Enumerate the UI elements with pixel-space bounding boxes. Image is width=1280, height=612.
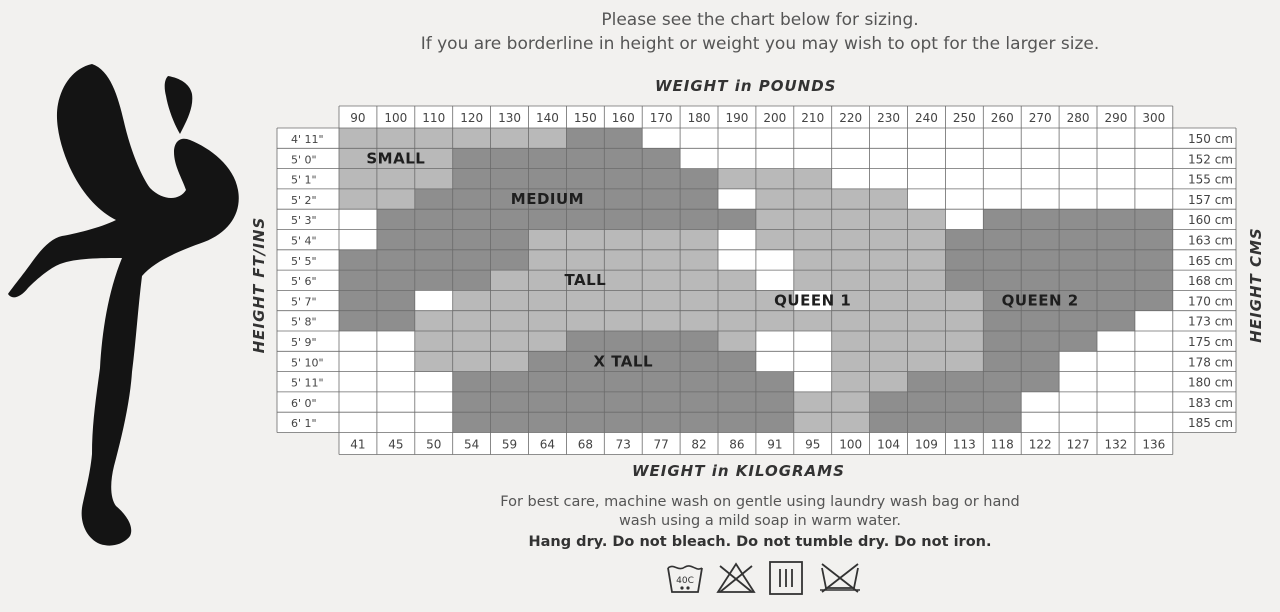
weight-lb-label: 220 <box>839 111 863 125</box>
height-ft-label: 5' 2" <box>291 193 317 207</box>
weight-kg-label: 122 <box>1028 437 1052 452</box>
care-line-2: wash using a mild soap in warm water. <box>618 513 902 529</box>
size-cell-tall <box>415 311 832 331</box>
weight-kg-label: 59 <box>501 437 518 452</box>
weight-kg-label: 91 <box>767 437 783 452</box>
height-cm-label: 170 cm <box>1187 294 1233 309</box>
size-cell-tall <box>453 290 794 310</box>
weight-kg-label: 64 <box>539 437 556 452</box>
height-cm-label: 150 cm <box>1187 132 1233 146</box>
weight-lb-label: 240 <box>914 111 938 125</box>
weight-lb-label: 180 <box>687 111 711 125</box>
weight-lb-label: 260 <box>990 111 1014 125</box>
height-cm-label: 152 cm <box>1187 152 1233 167</box>
size-label-queen2: QUEEN 2 <box>1001 291 1079 310</box>
weight-lb-label: 200 <box>763 111 787 125</box>
care-instructions <box>430 493 1090 552</box>
weight-lb-label: 230 <box>877 111 901 125</box>
height-ft-label: 5' 0" <box>291 153 317 167</box>
height-cm-label: 163 cm <box>1187 233 1233 248</box>
height-cm-label: 180 cm <box>1187 375 1233 390</box>
weight-kg-label: 50 <box>426 437 442 452</box>
weight-kg-label: 118 <box>990 437 1014 452</box>
weight-lb-label: 130 <box>498 111 522 125</box>
weight-kg-label: 82 <box>691 437 707 452</box>
weight-lb-label: 210 <box>801 111 825 125</box>
height-cm-label: 185 cm <box>1187 416 1233 431</box>
size-cell-x-tall <box>453 392 794 412</box>
care-icons <box>666 560 864 596</box>
weight-kg-label: 77 <box>653 437 669 452</box>
size-cell-tall <box>529 230 719 250</box>
size-cell-medium <box>339 250 529 270</box>
weight-lb-label: 110 <box>422 111 446 125</box>
height-cm-title: HEIGHT CMS <box>1247 227 1265 343</box>
wash-temp-label: 40C <box>676 576 694 586</box>
weight-pounds-title: WEIGHT in POUNDS <box>655 77 837 95</box>
weight-lb-label: 140 <box>535 111 559 125</box>
intro-line-2: If you are borderline in height or weight you may wish to opt for the larger size. <box>420 34 1100 54</box>
height-ft-label: 5' 11" <box>291 376 324 390</box>
weight-kg-label: 136 <box>1142 437 1166 452</box>
no-bleach-icon <box>716 560 756 596</box>
size-cell-x-tall <box>453 372 794 392</box>
height-ft-label: 5' 5" <box>291 254 317 268</box>
weight-lb-label: 270 <box>1028 111 1052 125</box>
height-cm-label: 155 cm <box>1187 172 1233 187</box>
hang-dry-icon <box>768 560 804 596</box>
size-cell-medium <box>453 169 718 189</box>
weight-lb-label: 250 <box>952 111 976 125</box>
height-ft-label: 5' 7" <box>291 295 317 309</box>
height-cm-label: 168 cm <box>1187 274 1233 289</box>
height-ft-label: 4' 11" <box>291 133 324 146</box>
size-label-queen1: QUEEN 1 <box>774 291 852 310</box>
height-cm-label: 157 cm <box>1187 192 1233 207</box>
weight-kg-label: 45 <box>388 437 404 452</box>
size-cell-queen-1 <box>756 209 946 229</box>
weight-kg-label: 132 <box>1104 437 1128 452</box>
intro-line-1: Please see the chart below for sizing. <box>601 10 919 30</box>
weight-lb-label: 290 <box>1104 111 1128 125</box>
height-ft-label: 5' 9" <box>291 336 317 349</box>
height-ft-label: 5' 4" <box>291 234 317 248</box>
weight-kilograms-title: WEIGHT in KILOGRAMS <box>632 462 845 480</box>
height-ft-label: 5' 3" <box>291 214 317 228</box>
weight-kg-label: 109 <box>914 437 938 452</box>
size-cell-small <box>339 169 453 189</box>
height-ft-label: 5' 1" <box>291 173 317 187</box>
height-ft-title: HEIGHT FT/INS <box>250 216 268 354</box>
height-cm-label: 160 cm <box>1187 213 1233 228</box>
weight-lb-label: 100 <box>384 111 408 125</box>
size-cell-queen-2 <box>983 331 1097 351</box>
weight-lb-label: 300 <box>1142 111 1166 125</box>
size-label-small: SMALL <box>366 149 426 168</box>
weight-kg-label: 86 <box>729 437 745 452</box>
weight-kg-label: 54 <box>464 437 480 452</box>
height-ft-label: 5' 10" <box>291 356 324 370</box>
weight-kg-label: 41 <box>350 437 366 452</box>
weight-lb-label: 150 <box>573 111 597 125</box>
size-label-xtall: X TALL <box>593 352 654 371</box>
weight-kg-label: 113 <box>952 437 976 452</box>
no-tumble-dry-icon <box>816 560 864 596</box>
size-label-tall: TALL <box>564 271 607 290</box>
weight-kg-label: 104 <box>877 437 901 452</box>
size-cell-x-tall <box>453 412 794 432</box>
weight-kg-label: 73 <box>615 437 631 452</box>
height-ft-label: 6' 0" <box>291 396 317 410</box>
weight-lb-label: 170 <box>649 111 673 125</box>
height-ft-label: 6' 1" <box>291 417 317 431</box>
weight-lb-label: 90 <box>350 111 366 125</box>
care-warnings: Hang dry. Do not bleach. Do not tumble dry. Do not iron. <box>528 534 992 550</box>
weight-kg-label: 127 <box>1066 437 1090 452</box>
weight-lb-label: 120 <box>460 111 484 125</box>
size-cell-tall <box>529 250 719 270</box>
size-cell-tall <box>491 270 756 290</box>
height-cm-label: 183 cm <box>1187 395 1233 410</box>
height-ft-label: 5' 6" <box>291 275 317 289</box>
weight-kg-label: 68 <box>577 437 593 452</box>
weight-kg-label: 100 <box>839 437 863 452</box>
size-cell-queen-2 <box>983 209 1173 229</box>
height-cm-label: 178 cm <box>1187 355 1233 370</box>
weight-kg-label: 95 <box>805 437 821 452</box>
wash-40-gentle-icon <box>666 560 704 596</box>
height-cm-label: 173 cm <box>1187 314 1233 329</box>
weight-lb-label: 280 <box>1066 111 1090 125</box>
weight-lb-label: 160 <box>611 111 635 125</box>
size-cell-queen-1 <box>718 169 832 189</box>
height-cm-label: 165 cm <box>1187 253 1233 268</box>
size-cell-queen-1 <box>756 230 946 250</box>
height-ft-label: 5' 8" <box>291 315 317 329</box>
care-line-1: For best care, machine wash on gentle using laundry wash bag or hand <box>500 494 1020 510</box>
size-label-medium: MEDIUM <box>510 189 585 208</box>
weight-lb-label: 190 <box>725 111 749 125</box>
height-cm-label: 175 cm <box>1187 335 1233 349</box>
